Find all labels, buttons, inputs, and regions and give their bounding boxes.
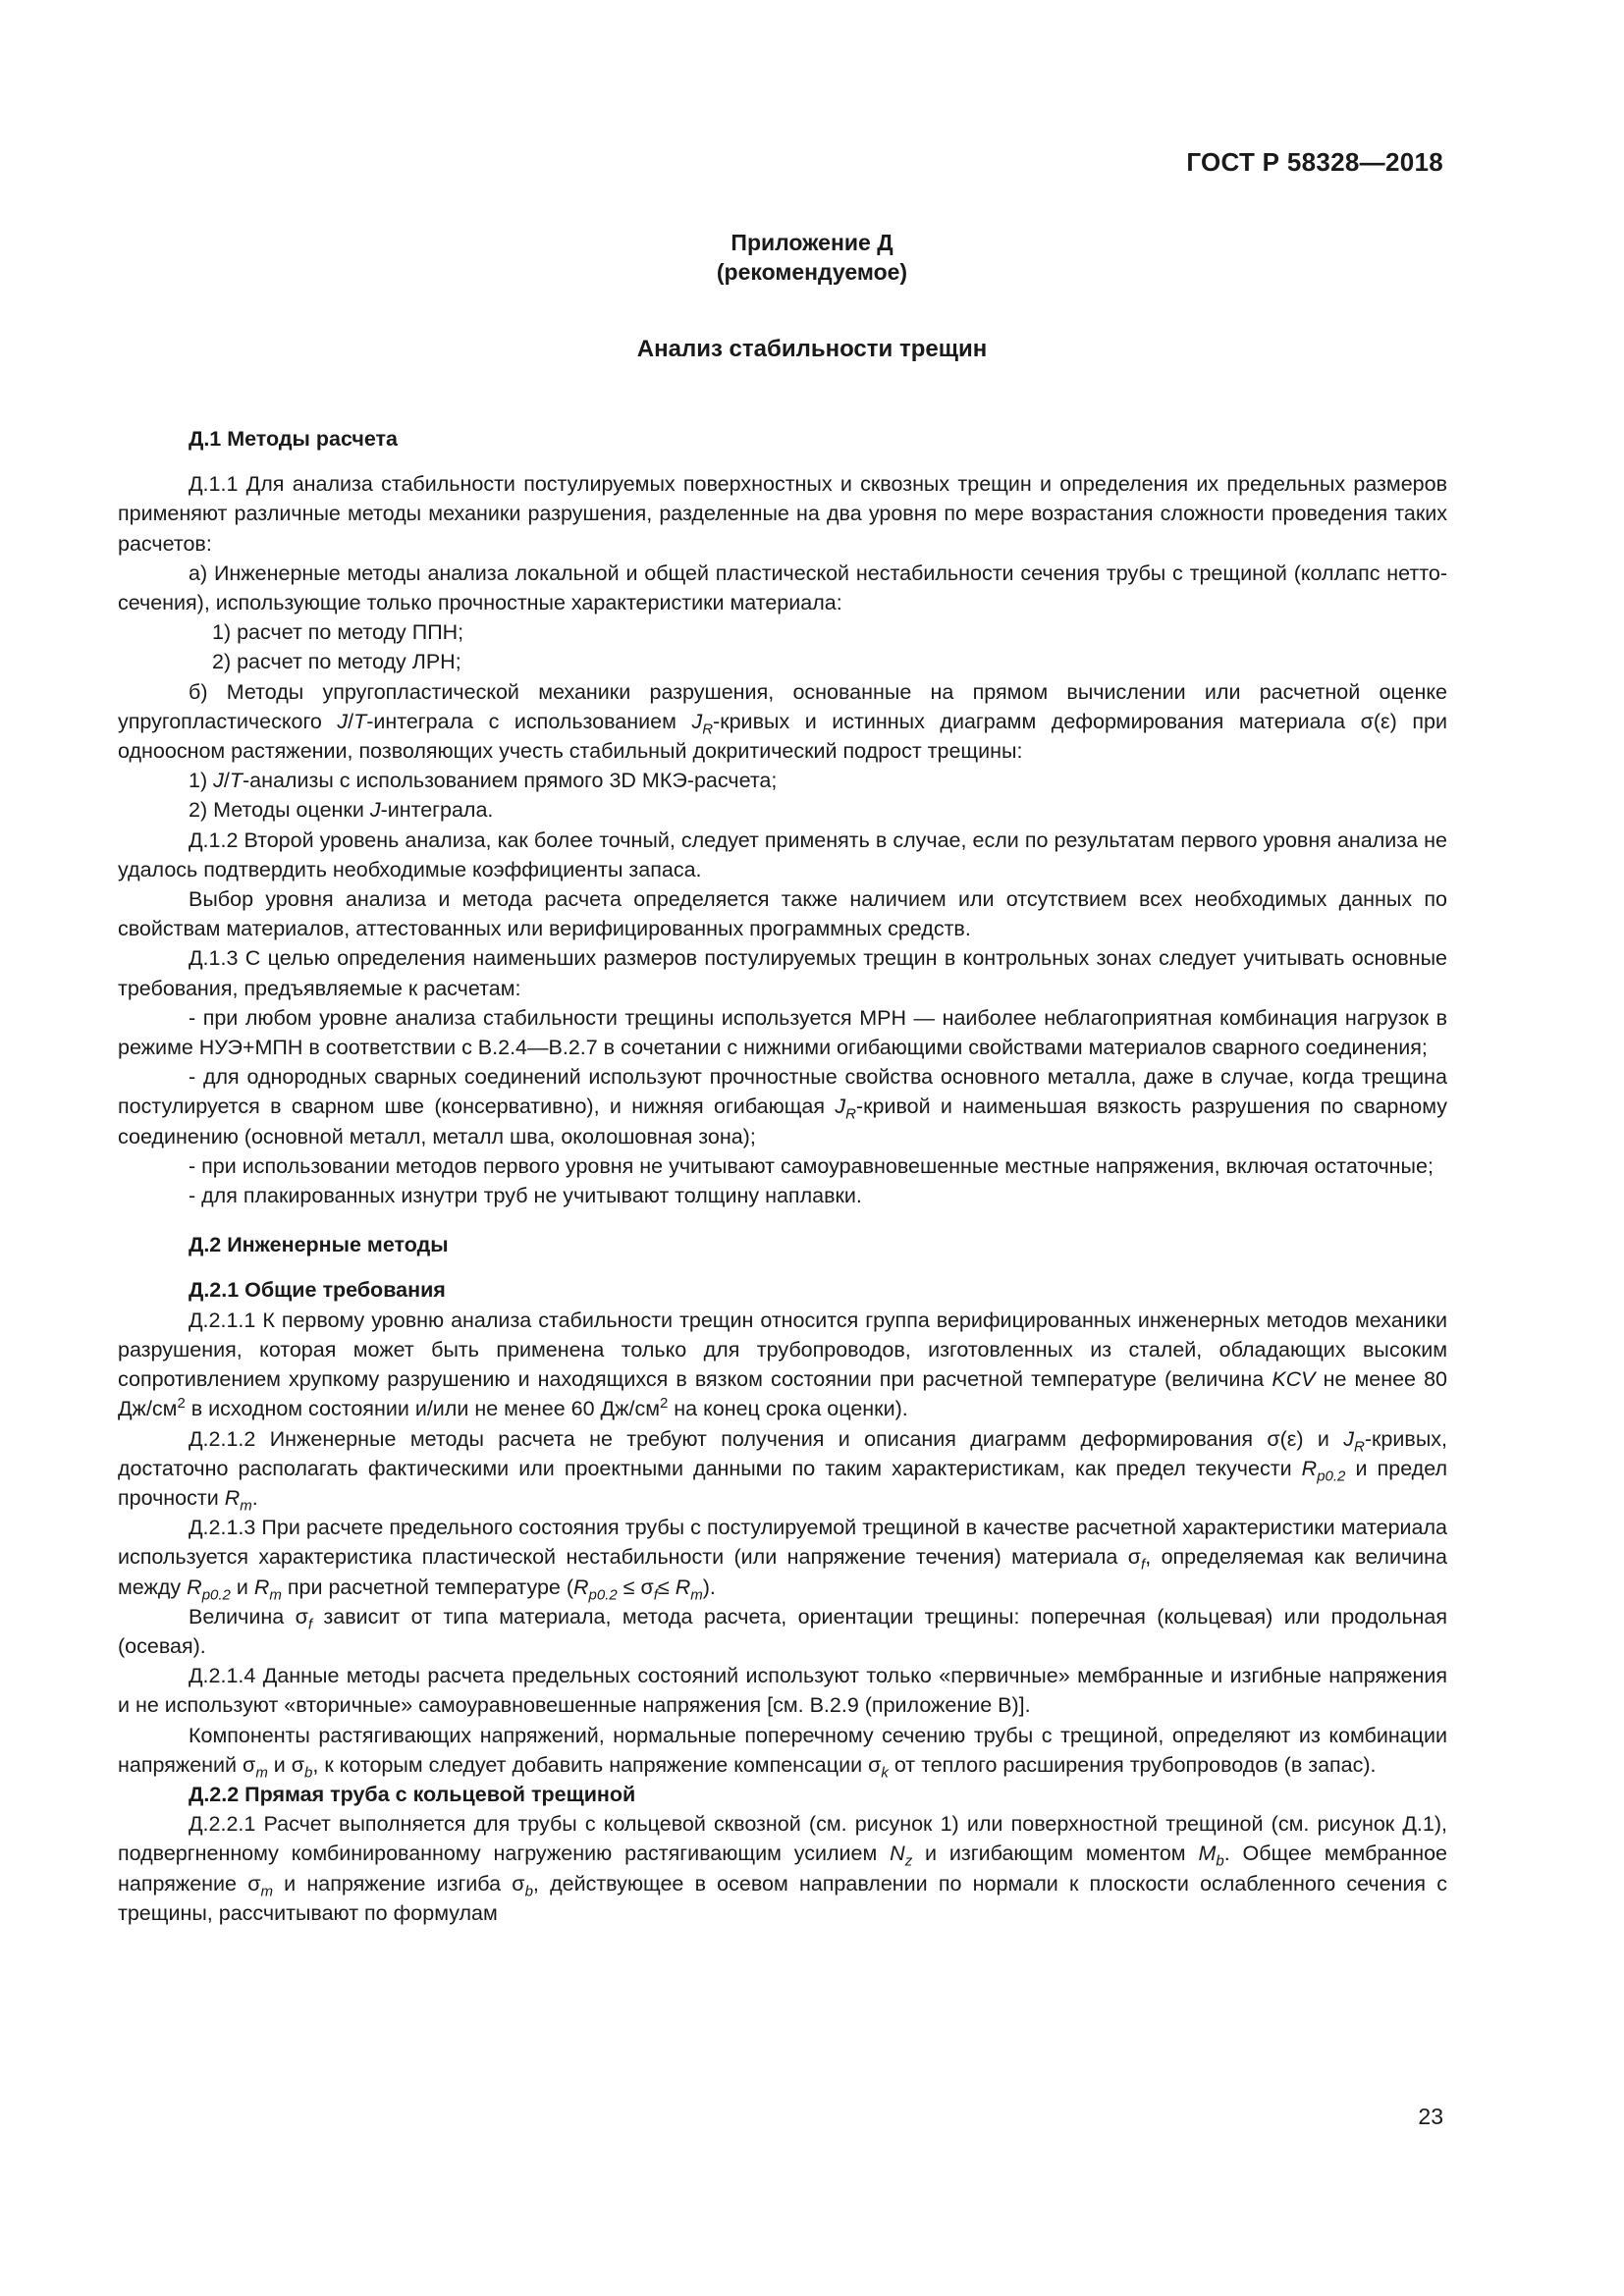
list-item-d1-3-3: - при использовании методов первого уровня не учитывают самоуравновешенные местные напряжения, включая остаточные; — [189, 1153, 1434, 1178]
annex-heading — [0, 228, 1624, 287]
section-heading-d1: Д.1 Методы расчета — [189, 427, 399, 451]
paragraph-d2-2-1: Д.2.2.1 Расчет выполняется для трубы с кольцевой сквозной (см. рисунок 1) или поверхностной трещиной (см. рисунок Д.1), подвергненному комбинированному нагружению растягивающим усилием $N_z$ и изгибающим моментом $M_b$. Общее мембранное напряжение $\sigma_m$ и напряжение изгиба $\sigma_b$, действующее в осевом направлении по нормали к плоскости ослабленного сечения с трещины, рассчитывают по формулам — [118, 1812, 1447, 1925]
list-item-d1-1-b2: 2) Методы оценки J-интеграла. — [189, 798, 494, 823]
paragraph-d2-1-3: Д.2.1.3 При расчете предельного состояния трубы с постулируемой трещиной в качестве расчетной характеристики материала используется характеристика пластической нестабильности (или напряжение течения) материала $\sigma_f$, определяемая как величина между $R_{p0.2}$ и $R_m$ при расчетной температуре $(R_{p0.2} \le \sigma_f\le R_m)$. — [118, 1516, 1447, 1603]
list-item-d1-3-1: - при любом уровне анализа стабильности трещины используется МРН — наиболее неблагоприятная комбинация нагрузок в режиме НУЭ+МПН в соответствии с В.2.4—В.2.7 в сочетании с нижними огибающими свойствами материалов сварного соединения; — [118, 1005, 1447, 1060]
list-item-d1-3-2: - для однородных сварных соединений используют прочностные свойства основного металла, даже в случае, когда трещина постулируется в сварном шве (консервативно), и нижняя огибающая $J_R$-кривой и наименьшая вязкость разрушения по сварному соединению (основной металл, металл шва, околошовная зона); — [118, 1065, 1447, 1148]
section-heading-d2-2: Д.2.2 Прямая труба с кольцевой трещиной — [189, 1782, 636, 1806]
paragraph-d2-1-1: Д.2.1.1 К первому уровню анализа стабильности трещин относится группа верифицированных инженерных методов механики разрушения, которая может быть применена только для трубопроводов, изготовленных из сталей, обладающих высоким сопротивлением хрупкому разрушению и находящихся в вязком состоянии при расчетной температуре (величина KCV не менее 80 $Дж/см^2$ в исходном состоянии и/или не менее 60 $Дж/см^2$ на конец срока оценки). — [118, 1308, 1447, 1421]
page-title: Анализ стабильности трещин — [636, 336, 988, 362]
paragraph-d2-1-4: Д.2.1.4 Данные методы расчета предельных состояний используют только «первичные» мембранные и изгибные напряжения и не используют «вторичные» самоуравновешенные напряжения [см. В.2.9 (приложение В)]. — [118, 1664, 1447, 1718]
paragraph-d1-1-b: б) Методы упругопластической механики разрушения, основанные на прямом вычислении или расчетной оценке упругопластического J/T-интеграла с использованием $J_R$-кривых и истинных диаграмм деформирования материала σ(ε) при одноосном растяжении, позволяющих учесть стабильный докритический подрост трещины: — [118, 679, 1447, 764]
list-item-d1-1-a1: 1) расчет по методу ППН; — [212, 620, 464, 645]
document-code: ГОСТ Р 58328—2018 — [1186, 147, 1443, 177]
paragraph-d1-1: Д.1.1 Для анализа стабильности постулируемых поверхностных и сквозных трещин и определения их предельных размеров применяют различные методы механики разрушения, разделенные на два уровня по мере возрастания сложности проведения таких расчетов: — [118, 472, 1447, 556]
paragraph-d2-1-4-b: Компоненты растягивающих напряжений, нормальные поперечному сечению трубы с трещиной, определяют из комбинации напряжений $\sigma_m$ и $\sigma_b$, к которым следует добавить напряжение компенсации $\sigma_k$ от теплого расширения трубопроводов (в запас). — [118, 1723, 1447, 1782]
page-number: 23 — [1418, 2104, 1443, 2129]
list-item-d1-1-b1: 1) J/T-анализы с использованием прямого 3D МКЭ-расчета; — [189, 769, 778, 793]
paragraph-d2-1-3-b: Величина $\sigma_f$ зависит от типа материала, метода расчета, ориентации трещины: поперечная (кольцевая) или продольная (осевая). — [118, 1604, 1447, 1658]
paragraph-d1-1-a: а) Инженерные методы анализа локальной и общей пластической нестабильности сечения трубы с трещиной (коллапс нетто-сечения), использующие только прочностные характеристики материала: — [118, 561, 1447, 615]
list-item-d1-3-4: - для плакированных изнутри труб не учитывают толщину наплавки. — [189, 1184, 862, 1208]
paragraph-d1-2-b: Выбор уровня анализа и метода расчета определяется также наличием или отсутствием всех необходимых данных по свойствам материалов, аттестованных или верифицированных программных средств. — [118, 887, 1447, 941]
paragraph-d2-1-2: Д.2.1.2 Инженерные методы расчета не требуют получения и описания диаграмм деформирования σ(ε) и $J_R$-кривых, достаточно располагать фактическими или проектными данными по таким характеристикам, как предел текучести $R_{p0.2}$ и предел прочности $R_m$. — [118, 1426, 1448, 1515]
paragraph-d1-2: Д.1.2 Второй уровень анализа, как более точный, следует применять в случае, если по результатам первого уровня анализа не удалось подтвердить необходимые коэффициенты запаса. — [118, 828, 1447, 881]
document-body — [118, 424, 1447, 1928]
paragraph-d1-3: Д.1.3 С целью определения наименьших размеров постулируемых трещин в контрольных зонах следует учитывать основные требования, предъявляемые к расчетам: — [118, 946, 1447, 1000]
section-heading-d2: Д.2 Инженерные методы — [189, 1233, 449, 1257]
annex-status: (рекомендуемое) — [716, 259, 908, 285]
section-heading-d2-1: Д.2.1 Общие требования — [189, 1278, 446, 1303]
list-item-d1-1-a2: 2) расчет по методу ЛРН; — [212, 650, 461, 674]
annex-title: Приложение Д — [731, 230, 893, 255]
